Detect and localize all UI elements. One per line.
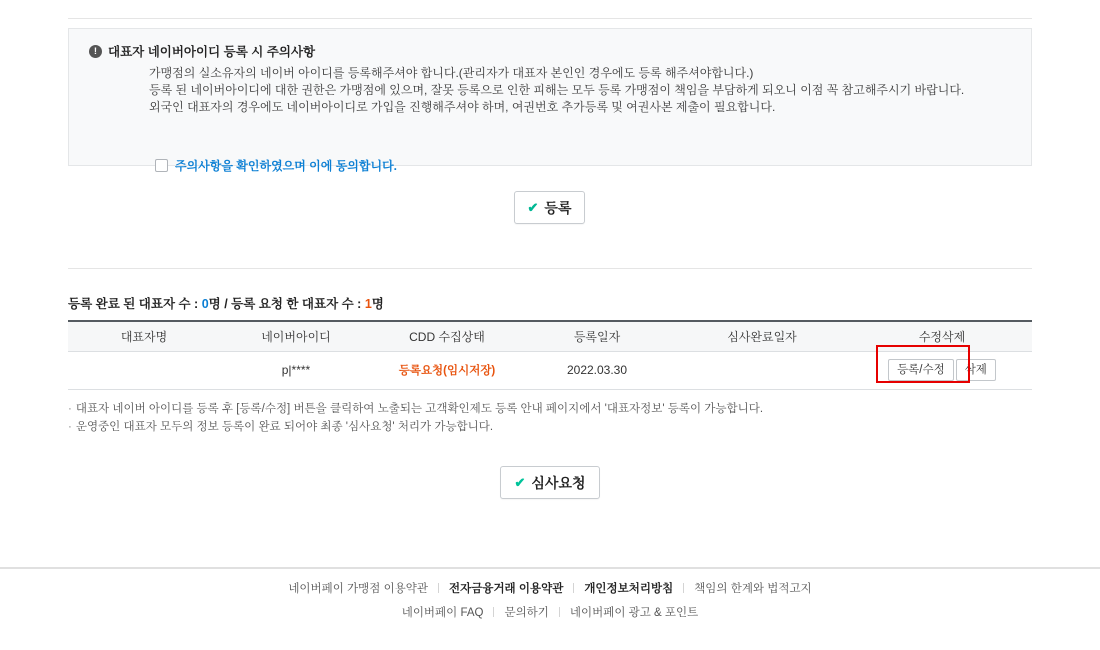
row-edit-button[interactable]: 등록/수정 [888, 359, 954, 381]
cell-review-date [672, 351, 852, 389]
table-header-row [68, 321, 1032, 351]
cell-cdd-status [372, 351, 522, 389]
cell-naver-id: p|**** [220, 351, 372, 389]
notice-line-3: 외국인 대표자의 경우에도 네이버아이디로 가입을 진행해주셔야 하며, 여권번호 추가등록 및 여권사본 제출이 필요합니다. [149, 100, 776, 114]
table-header [68, 321, 1032, 351]
register-button-label: 등록 [544, 199, 572, 216]
footer-link-contact[interactable]: 문의하기 [504, 607, 549, 619]
agree-checkbox-label[interactable]: 주의사항을 확인하였으며 이에 동의합니다. [175, 159, 397, 173]
note-text: 운영중인 대표자 모두의 정보 등록이 완료 되어야 최종 '심사요청' 처리가 가능합니다. [75, 421, 494, 433]
col-header-name: 대표자명 [68, 321, 220, 351]
exclamation-icon: ! [89, 45, 102, 58]
table-row [68, 351, 1032, 389]
summary-middle: 명 / 등록 요청 한 대표자 수 : [208, 297, 365, 311]
top-divider [68, 18, 1032, 19]
agree-checkbox-row[interactable] [155, 157, 397, 174]
check-icon: ✔ [527, 199, 539, 215]
register-button[interactable] [514, 191, 585, 224]
cell-register-date: 2022.03.30 [522, 351, 672, 389]
bullet-icon: · [68, 421, 72, 433]
footer [0, 580, 1100, 620]
footer-row-2 [0, 604, 1100, 620]
section-divider [68, 268, 1032, 269]
guidance-notes [68, 400, 763, 436]
footer-link-efinance-terms[interactable]: 전자금융거래 이용약관 [449, 583, 564, 595]
notice-text-block [149, 65, 964, 116]
status-badge: 등록요청(임시저장) [398, 365, 496, 377]
representative-count-summary [68, 294, 384, 312]
footer-divider [0, 567, 1100, 569]
agree-checkbox[interactable] [155, 159, 168, 172]
note-item [68, 418, 763, 436]
notice-box [68, 28, 1032, 173]
footer-link-merchant-terms[interactable]: 네이버페이 가맹점 이용약관 [288, 583, 429, 595]
summary-done-count: 0 [201, 297, 209, 311]
notice-title: 대표자 네이버아이디 등록 시 주의사항 [108, 45, 316, 59]
cell-name [68, 351, 220, 389]
review-request-button-label: 심사요청 [531, 474, 586, 491]
col-header-cdd-status: CDD 수집상태 [372, 321, 522, 351]
note-text: 대표자 네이버 아이디를 등록 후 [등록/수정] 버튼을 클릭하여 노출되는 고객확인제도 등록 안내 페이지에서 '대표자정보' 등록이 가능합니다. [75, 403, 764, 415]
col-header-register-date: 등록일자 [522, 321, 672, 351]
check-icon: ✔ [514, 474, 526, 490]
summary-request-count: 1 [364, 297, 372, 311]
representative-table [68, 320, 1032, 390]
summary-suffix: 명 [371, 297, 384, 311]
footer-link-faq[interactable]: 네이버페이 FAQ [401, 607, 484, 619]
col-header-actions: 수정삭제 [852, 321, 1032, 351]
notice-line-2: 등록 된 네이버아이디에 대한 권한은 가맹점에 있으며, 잘못 등록으로 인한 피해는 모두 등록 가맹점이 책임을 부담하게 되오니 이점 꼭 참고해주시기 바랍니다. [149, 83, 965, 97]
footer-link-ads-points[interactable]: 네이버페이 광고 & 포인트 [569, 607, 699, 619]
bullet-icon: · [68, 403, 72, 415]
footer-link-privacy-policy[interactable]: 개인정보처리방침 [584, 583, 674, 595]
footer-link-legal-notice[interactable]: 책임의 한계와 법적고지 [694, 583, 812, 595]
row-delete-button[interactable]: 삭제 [956, 359, 996, 381]
footer-row-1 [0, 580, 1100, 596]
notice-line-1: 가맹점의 실소유자의 네이버 아이디를 등록해주셔야 합니다.(관리자가 대표자 본인인 경우에도 등록 해주셔야합니다.) [149, 66, 754, 80]
summary-prefix: 등록 완료 된 대표자 수 : [68, 297, 202, 311]
table-body [68, 351, 1032, 389]
notice-title-row [89, 42, 315, 60]
review-request-button[interactable] [500, 466, 600, 499]
note-item [68, 400, 763, 418]
col-header-review-date: 심사완료일자 [672, 321, 852, 351]
cell-actions [852, 351, 1032, 389]
col-header-naver-id: 네이버아이디 [220, 321, 372, 351]
